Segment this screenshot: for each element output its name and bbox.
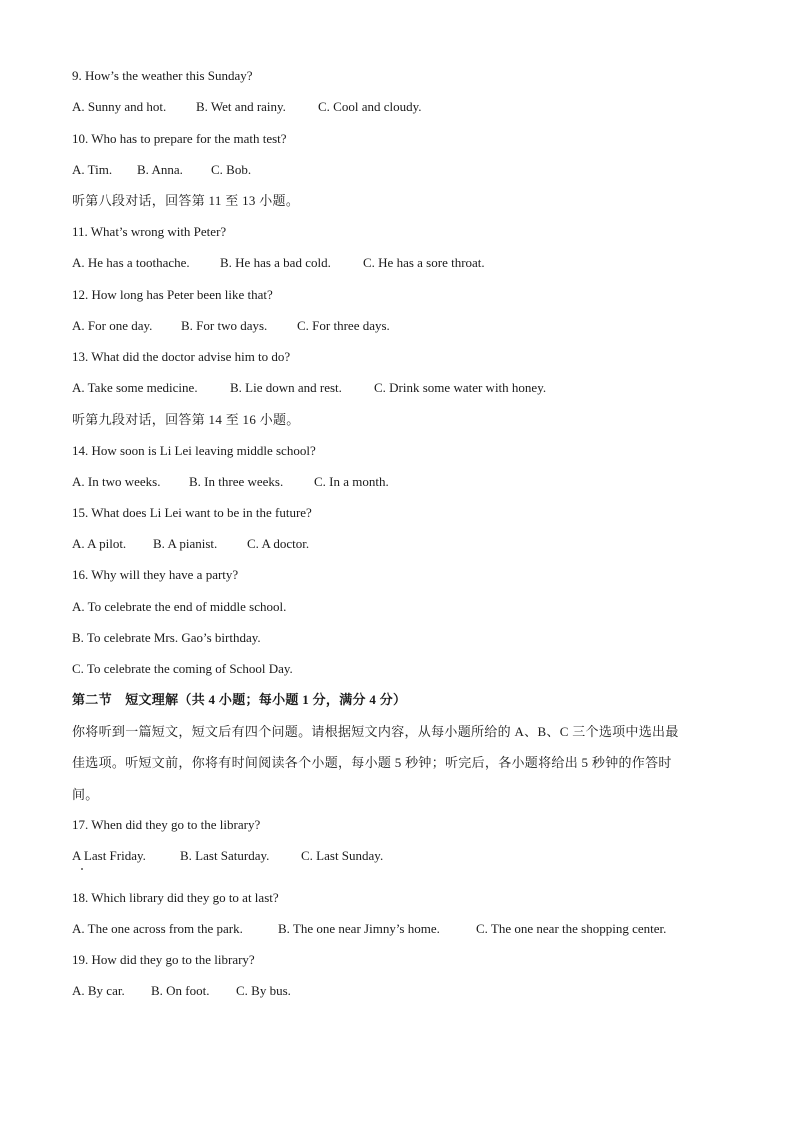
option-17-a: A Last Friday. [72,848,146,863]
stray-dot-mark [81,868,83,870]
option-9-a: A. Sunny and hot. [72,99,167,114]
question-16: 16. Why will they have a party? [72,567,239,582]
option-15-b: B. A pianist. [153,536,218,551]
option-17-b: B. Last Saturday. [180,848,270,863]
option-13-b: B. Lie down and rest. [230,380,342,395]
part-2-instruction-line-2: 佳选项。听短文前，你将有时间阅读各个小题，每小题 5 秒钟；听完后，各小题将给出 5 秒钟的作答时 [72,755,672,770]
question-10: 10. Who has to prepare for the math test? [72,131,287,146]
question-14: 14. How soon is Li Lei leaving middle school? [72,443,316,458]
option-12-a: A. For one day. [72,318,153,333]
option-10-b: B. Anna. [137,162,183,177]
option-18-c: C. The one near the shopping center. [476,921,667,936]
option-11-b: B. He has a bad cold. [220,255,331,270]
option-14-c: C. In a month. [314,474,389,489]
option-11-a: A. He has a toothache. [72,255,190,270]
option-19-a: A. By car. [72,983,125,998]
option-17-c: C. Last Sunday. [301,848,384,863]
question-18: 18. Which library did they go to at last? [72,890,279,905]
option-14-a: A. In two weeks. [72,474,161,489]
option-15-c: C. A doctor. [247,536,310,551]
option-13-a: A. Take some medicine. [72,380,198,395]
option-11-c: C. He has a sore throat. [363,255,485,270]
part-2-instruction-line-1: 你将听到一篇短文，短文后有四个问题。请根据短文内容，从每小题所给的 A、B、C 三个选项中选出最 [72,724,679,739]
question-19: 19. How did they go to the library? [72,952,255,967]
option-9-c: C. Cool and cloudy. [318,99,422,114]
option-10-c: C. Bob. [211,162,252,177]
question-12: 12. How long has Peter been like that? [72,287,273,302]
option-9-b: B. Wet and rainy. [196,99,286,114]
option-12-c: C. For three days. [297,318,390,333]
option-16-a: A. To celebrate the end of middle school. [72,599,287,614]
section-8-instruction: 听第八段对话，回答第 11 至 13 小题。 [72,193,300,208]
question-13: 13. What did the doctor advise him to do? [72,349,291,364]
option-12-b: B. For two days. [181,318,268,333]
part-2-heading: 第二节 短文理解（共 4 小题；每小题 1 分，满分 4 分） [72,692,407,707]
option-15-a: A. A pilot. [72,536,127,551]
part-2-instruction-line-3: 间。 [72,787,99,802]
option-16-b: B. To celebrate Mrs. Gao’s birthday. [72,630,261,645]
question-11: 11. What’s wrong with Peter? [72,224,227,239]
question-17: 17. When did they go to the library? [72,817,261,832]
option-19-b: B. On foot. [151,983,210,998]
question-15: 15. What does Li Lei want to be in the future? [72,505,312,520]
option-14-b: B. In three weeks. [189,474,284,489]
option-16-c: C. To celebrate the coming of School Day. [72,661,293,676]
question-9: 9. How’s the weather this Sunday? [72,68,253,83]
section-9-instruction: 听第九段对话，回答第 14 至 16 小题。 [72,412,300,427]
option-13-c: C. Drink some water with honey. [374,380,547,395]
option-10-a: A. Tim. [72,162,113,177]
option-18-a: A. The one across from the park. [72,921,243,936]
option-19-c: C. By bus. [236,983,291,998]
option-18-b: B. The one near Jimny’s home. [278,921,440,936]
